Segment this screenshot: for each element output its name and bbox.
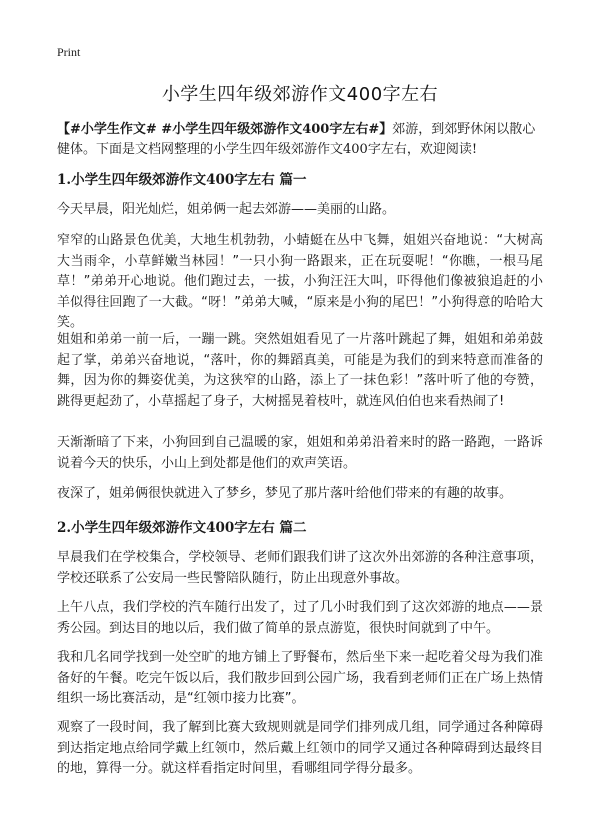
paragraph: 今天早晨，阳光灿烂，姐弟俩一起去郊游——美丽的山路。 [57, 202, 396, 217]
paragraph: 姐姐和弟弟一前一后，一蹦一跳。突然姐姐看见了一片落叶跳起了舞，姐姐和弟弟鼓起了掌，弟弟兴奋地说，“落叶，你的舞蹈真美，可能是为我们的到来特意而准备的舞，因为你的舞姿优美，为这狭窄的山路，添上了一抹色彩！”落叶听了他的夸赞，跳得更起劲了，小草摇起了身子，大树摇晃着枝叶，就连风伯伯也来看热闹了! [57, 332, 543, 409]
intro-tags: 【#小学生作文# #小学生四年级郊游作文400字左右#】 [57, 122, 393, 137]
print-label: Print [57, 45, 81, 59]
paragraph: 上午八点，我们学校的汽车随行出发了，过了几小时我们到了这次郊游的地点——景秀公园。到达目的地以后，我们做了简单的景点游览，很快时间就到了中午。 [57, 600, 543, 636]
paragraph: 观察了一段时间，我了解到比赛大致规则就是同学们排列成几组，同学通过各种障碍到达指定地点给同学戴上红领巾，然后戴上红领巾的同学又通过各种障碍到达最终目的地，算得一分。就这样看指定时间里，看哪组同学得分最多。 [57, 720, 543, 776]
paragraph: 我和几名同学找到一处空旷的地方铺上了野餐布，然后坐下来一起吃着父母为我们准备好的午餐。吃完午饭以后，我们散步回到公园广场，我看到老师们正在广场上热情组织一场比赛活动，是“红领巾接力比赛”。 [57, 650, 543, 706]
section-heading-1: 1.小学生四年级郊游作文400字左右 篇一 [57, 172, 307, 188]
document-title: 小学生四年级郊游作文400字左右 [161, 84, 439, 105]
intro-paragraph [57, 120, 543, 160]
section-heading-2: 2.小学生四年级郊游作文400字左右 篇二 [57, 520, 307, 536]
paragraph: 早晨我们在学校集合，学校领导、老师们跟我们讲了这次外出郊游的各种注意事项，学校还联系了公安局一些民警陪队随行，防止出现意外事故。 [57, 550, 543, 586]
paragraph: 窄窄的山路景色优美，大地生机勃勃，小蜻蜓在丛中飞舞，姐姐兴奋地说：“大树高大当雨伞，小草鲜嫩当林园！”一只小狗一路跟来，正在玩耍呢！“你瞧，一根马尾草！”弟弟开心地说。他们跑过去，一拔，小狗汪汪大叫，吓得他们像被狼追赶的小羊似得往回跑了一大截。“呀！”弟弟大喊，“原来是小狗的尾巴！”小狗得意的哈哈大笑。 [57, 233, 543, 330]
paragraph: 夜深了，姐弟俩很快就进入了梦乡，梦见了那片落叶给他们带来的有趣的故事。 [57, 486, 513, 501]
paragraph: 天渐渐暗了下来，小狗回到自己温暖的家，姐姐和弟弟沿着来时的路一路跑，一路诉说着今天的快乐，小山上到处都是他们的欢声笑语。 [57, 435, 543, 471]
intro-text: 郊游，到郊野休闲以散心健体。下面是文档网整理的小学生四年级郊游作文400字左右，欢迎阅读! [57, 122, 536, 157]
